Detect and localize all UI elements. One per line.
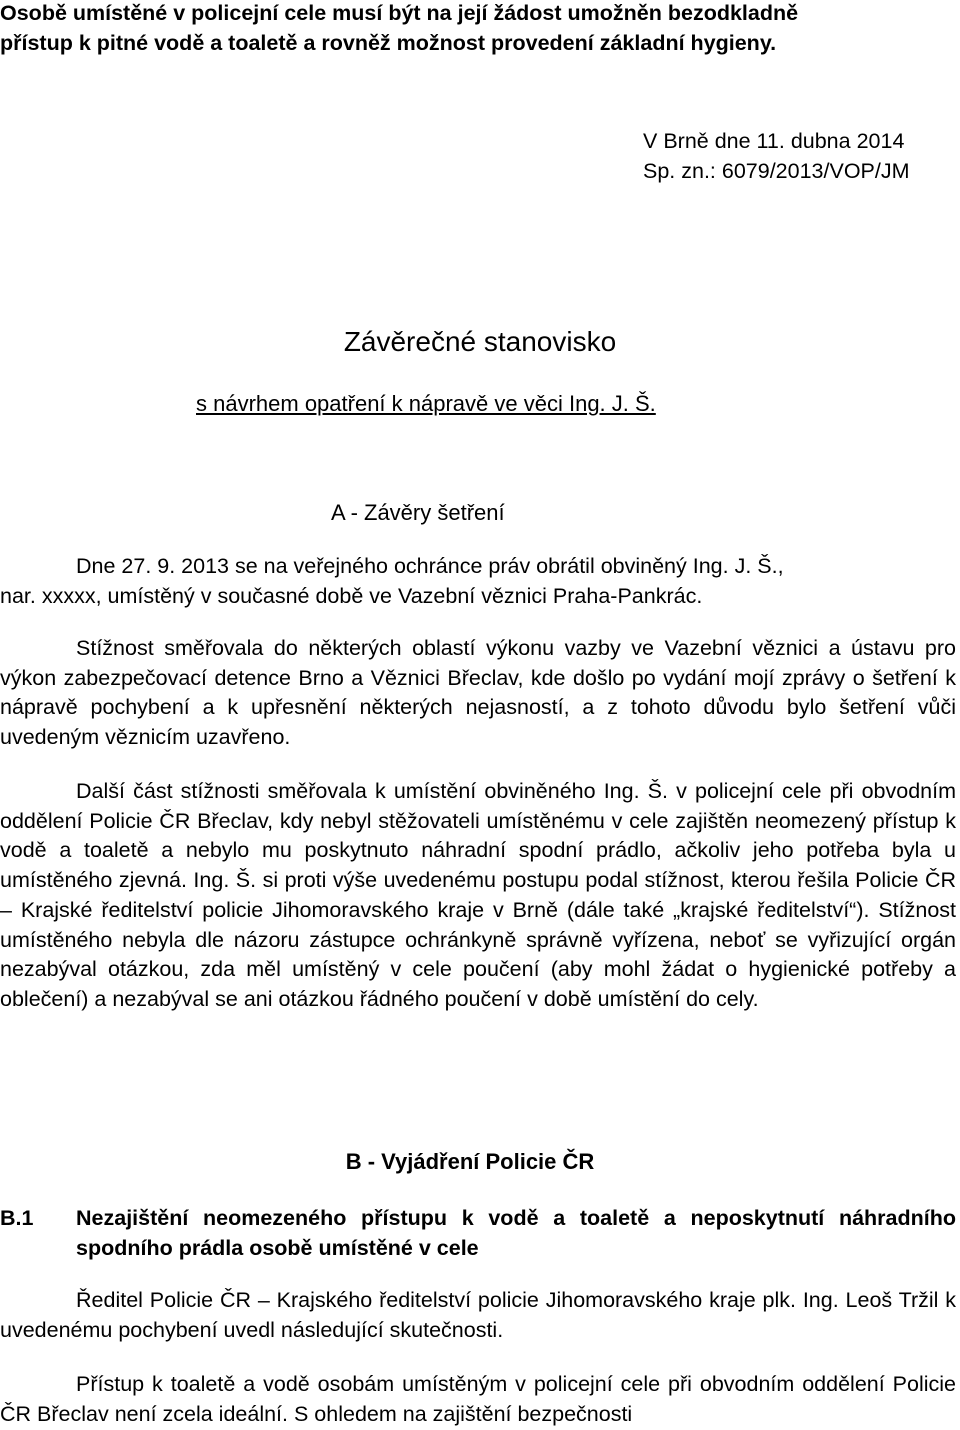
section-b-paragraph-2: Přístup k toaletě a vodě osobám umístěným v policejní cele při obvodním oddělení Policie ČR Břeclav není zcela ideální. S ohledem na zajištění bezpečnosti	[0, 1372, 956, 1426]
intro-line-2: přístup k pitné vodě a toaletě a rovněž možnost provedení základní hygieny.	[0, 31, 777, 55]
section-a-heading: A - Závěry šetření	[331, 500, 505, 525]
section-a-paragraph-3: Další část stížnosti směřovala k umístění obviněného Ing. Š. v policejní cele při obvodním oddělení Policie ČR Břeclav, kdy nebyl stěžovateli umístěnému v cele zajištěn neomezený přístup k vodě a toaletě a nebylo mu poskytnuto náhradní spodní prádlo, ačkoliv jeho potřeba byla u umístěného zjevná. Ing. Š. si proti výše uvedenému postupu podal stížnost, kterou řešila Policie ČR – Krajské ředitelství policie Jihomoravského kraje v Brně (dále také „krajské ředitelství“). Stížnost umístěného nebyla dle názoru zástupce ochránkyně správně vyřízena, neboť se vyřizující orgán nezabýval otázkou, zda měl umístěný v cele poučení (aby mohl žádat o hygienické potřeby a oblečení) a nezabýval se ani otázkou řádného poučení v době umístění do cely.	[0, 779, 956, 1011]
section-b-paragraph-1: Ředitel Policie ČR – Krajského ředitelství policie Jihomoravského kraje plk. Ing. Leoš Tržil k uvedenému pochybení uvedl následující skutečnosti.	[0, 1288, 956, 1342]
document-subtitle: s návrhem opatření k nápravě ve věci Ing. J. Š.	[196, 391, 656, 416]
section-a-paragraph-1-line-2: nar. xxxxx, umístěný v současné době ve Vazební věznici Praha-Pankrác.	[0, 584, 703, 608]
subsection-number: B.1	[0, 1206, 34, 1230]
section-a-paragraph-2: Stížnost směřovala do některých oblastí výkonu vazby ve Vazební věznici a ústavu pro výkon zabezpečovací detence Brno a Věznici Břeclav, kde došlo po vydání mojí zprávy o šetření k nápravě pochybení a k upřesnění některých nejasností, a z tohoto důvodu bylo šetření vůči uvedeným věznicím uzavřeno.	[0, 636, 956, 750]
subsection-title: Nezajištění neomezeného přístupu k vodě a toaletě a neposkytnutí náhradního spodního prádla osobě umístěné v cele	[76, 1206, 956, 1260]
reference-number: Sp. zn.: 6079/2013/VOP/JM	[643, 159, 910, 183]
section-a-paragraph-1-line-1: Dne 27. 9. 2013 se na veřejného ochránce práv obrátil obviněný Ing. J. Š.,	[76, 554, 784, 578]
document-date: V Brně dne 11. dubna 2014	[643, 129, 905, 153]
document-title: Závěrečné stanovisko	[343, 326, 617, 357]
section-b-heading: B - Vyjádření Policie ČR	[345, 1149, 595, 1174]
intro-line-1: Osobě umístěné v policejní cele musí být na její žádost umožněn bezodkladně	[0, 1, 799, 25]
